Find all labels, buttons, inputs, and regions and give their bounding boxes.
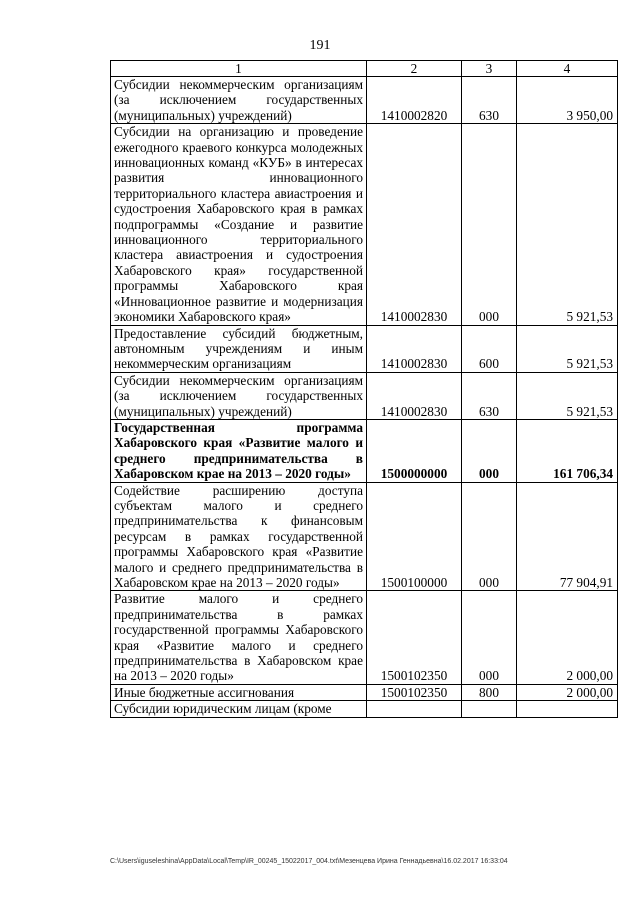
column-header-code: 2	[367, 61, 462, 77]
row-code: 1500100000	[367, 482, 462, 591]
table-row	[111, 77, 618, 124]
row-sum: 3 950,00	[517, 77, 618, 124]
table-row	[111, 684, 618, 700]
row-kind: 000	[462, 482, 517, 591]
row-name: Субсидии юридическим лицам (кроме	[111, 701, 367, 717]
row-name: Развитие малого и среднего предпринимательства в рамках государственной программы Хабаровского края «Развитие малого и среднего предпринимательства в Хабаровском крае на 2013 – 2020 годы»	[111, 591, 367, 684]
row-sum	[517, 701, 618, 717]
row-kind: 000	[462, 124, 517, 325]
column-header-kind: 3	[462, 61, 517, 77]
row-code: 1410002830	[367, 372, 462, 419]
row-code: 1500102350	[367, 591, 462, 684]
row-code: 1410002830	[367, 124, 462, 325]
table-row	[111, 701, 618, 717]
row-name: Содействие расширению доступа субъектам малого и среднего предпринимательства к финансовым ресурсам в рамках государственной программы Хабаровского края «Развитие малого и среднего предпринимательства в Хабаровском крае на 2013 – 2020 годы»	[111, 482, 367, 591]
row-code	[367, 701, 462, 717]
row-kind	[462, 701, 517, 717]
row-name: Предоставление субсидий бюджетным, автономным учреждениям и иным некоммерческим организациям	[111, 325, 367, 372]
row-sum: 2 000,00	[517, 684, 618, 700]
row-sum: 77 904,91	[517, 482, 618, 591]
row-sum: 5 921,53	[517, 372, 618, 419]
row-kind: 630	[462, 77, 517, 124]
row-code: 1500102350	[367, 684, 462, 700]
file-path-footer: C:\Users\iguseleshina\AppData\Local\Temp\IR_00245_15022017_004.txt\Мезенцева Ирина Геннадьевна\16.02.2017 16:33:04	[110, 858, 508, 865]
table-row	[111, 591, 618, 684]
row-code: 1410002820	[367, 77, 462, 124]
row-kind: 000	[462, 419, 517, 482]
table-row	[111, 482, 618, 591]
table-row	[111, 372, 618, 419]
row-name: Государственная программа Хабаровского края «Развитие малого и среднего предпринимательства в Хабаровском крае на 2013 – 2020 годы»	[111, 419, 367, 482]
table-row	[111, 325, 618, 372]
row-kind: 600	[462, 325, 517, 372]
row-code: 1500000000	[367, 419, 462, 482]
row-name: Субсидии на организацию и проведение ежегодного краевого конкурса молодежных инновационных команд «КУБ» в интересах развития инновационного территориального кластера авиастроения и судостроения Хабаровского края в рамках подпрограммы «Создание и развитие инновационного территориального кластера авиастроения и судостроения Хабаровского края» государственной программы Хабаровского края «Инновационное развитие и модернизация экономики Хабаровского края»	[111, 124, 367, 325]
row-kind: 800	[462, 684, 517, 700]
row-name: Субсидии некоммерческим организациям (за исключением государственных (муниципальных) учреждений)	[111, 372, 367, 419]
row-kind: 000	[462, 591, 517, 684]
table-row	[111, 124, 618, 325]
row-kind: 630	[462, 372, 517, 419]
column-header-name: 1	[111, 61, 367, 77]
row-name: Субсидии некоммерческим организациям (за исключением государственных (муниципальных) учреждений)	[111, 77, 367, 124]
row-sum: 161 706,34	[517, 419, 618, 482]
budget-table	[110, 60, 618, 718]
table-header-row	[111, 61, 618, 77]
row-sum: 5 921,53	[517, 325, 618, 372]
row-code: 1410002830	[367, 325, 462, 372]
page-number: 191	[309, 38, 331, 53]
column-header-sum: 4	[517, 61, 618, 77]
row-name: Иные бюджетные ассигнования	[111, 684, 367, 700]
table-row-program	[111, 419, 618, 482]
row-sum: 2 000,00	[517, 591, 618, 684]
row-sum: 5 921,53	[517, 124, 618, 325]
